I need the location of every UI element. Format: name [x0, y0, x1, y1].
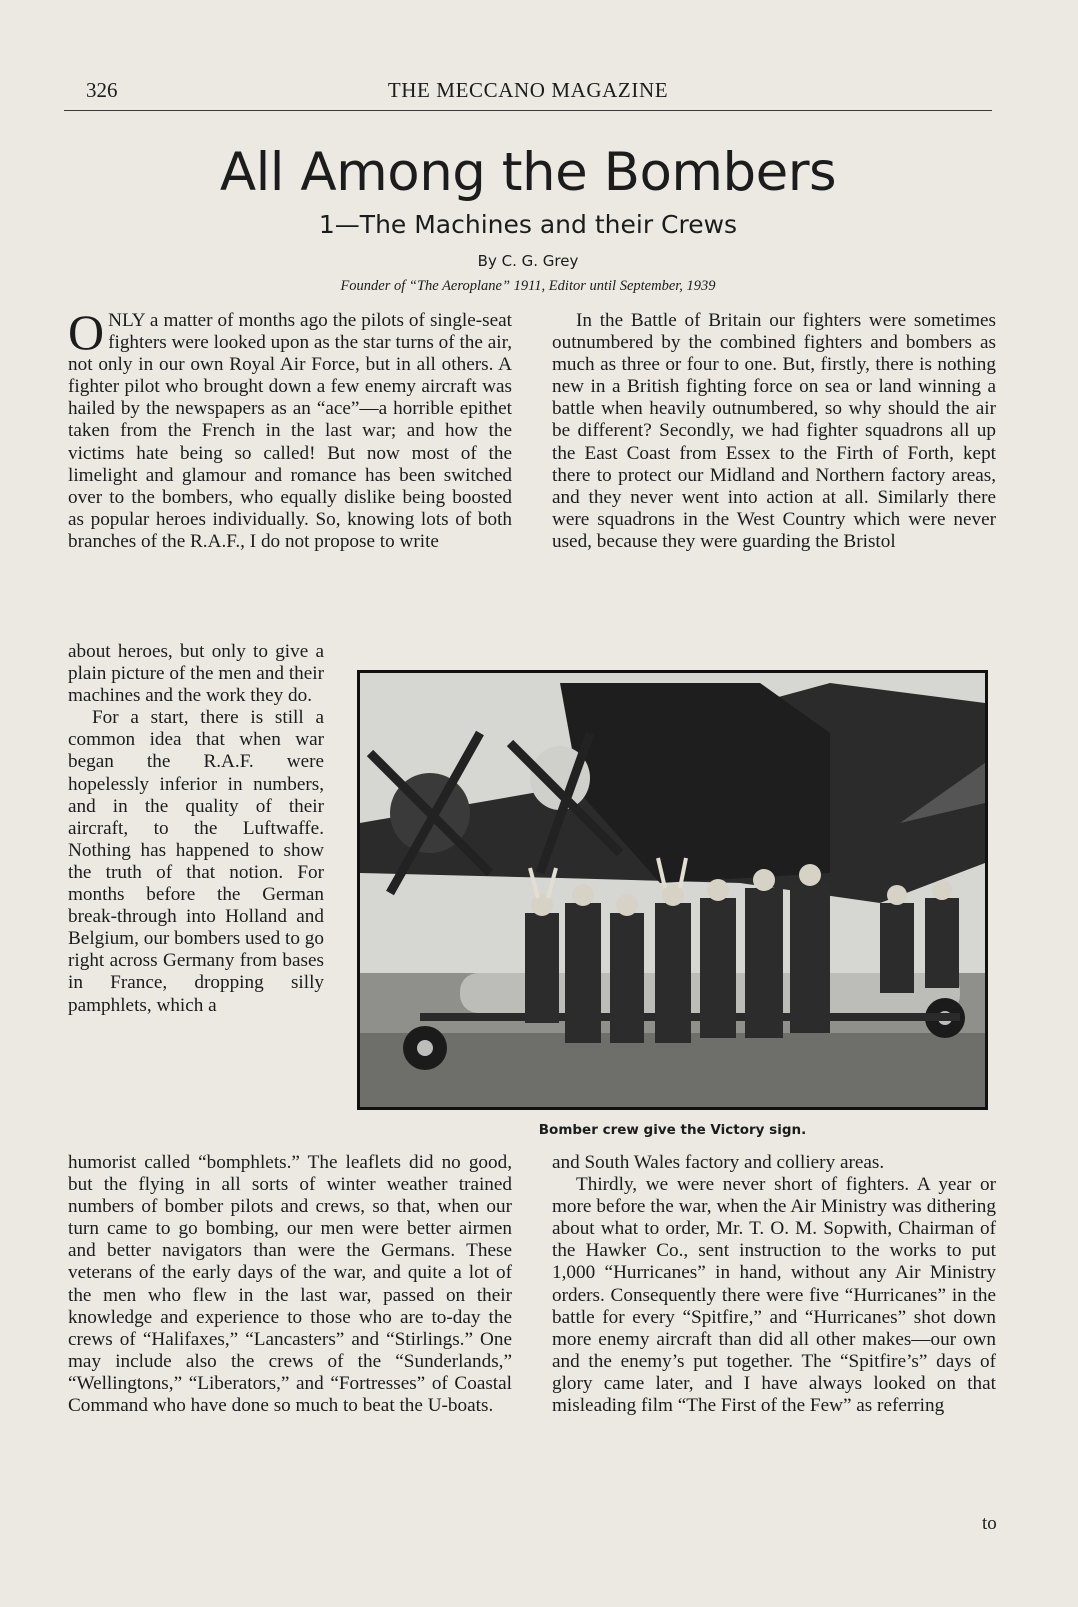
right-column-top: [552, 310, 996, 553]
article-title: All Among the Bombers: [219, 142, 837, 203]
left-column-bottom: [68, 1152, 512, 1417]
paragraph: In the Battle of Britain our fighters were sometimes outnumbered by the combined fighters and bombers as much as three or four to one. But, firstly, there is nothing new in a British fighting force on sea or land winning a battle when heavily outnumbered, so why should the air be different? Secondly, we had fighter squadrons all up the East Coast from Essex to the Firth of Forth, kept there to protect our Midland and Northern factory areas, and they never went into action at all. Similarly there were squadrons in the West Country which were never used, because they were guarding the Bristol: [552, 310, 996, 552]
trailing-word: to: [982, 1513, 997, 1534]
left-column-narrow: [68, 641, 324, 1017]
paragraph: Thirdly, we were never short of fighters. A year or more before the war, when the Air Ministry was dithering about what to order, Mr. T. O. M. Sopwith, Chairman of the Hawker Co., sent instruction to the works to put 1,000 “Hurricanes” in hand, without any Air Ministry orders. Consequently there were five “Hurricanes” in the battle for every “Spitfire,” and “Hurricanes” shot down more enemy aircraft than did all other makes—our own and the enemy’s put together. The “Spitfire’s” days of glory came later, and I have always looked on that misleading film “The First of the Few” as referring: [552, 1174, 996, 1417]
photo-illustration: [360, 673, 985, 1107]
page-header: [64, 76, 992, 111]
author-note: Founder of “The Aeroplane” 1911, Editor until September, 1939: [340, 278, 716, 294]
paragraph: humorist called “bomphlets.” The leaflets did no good, but the flying in all sorts of winter weather trained numbers of bomber pilots and crews, so that, when our turn came to go bombing, our men were better airmen and better navigators than were the Germans. These veterans of the early days of the war, and quite a lot of the men who flew in the last war, passed on their knowledge and experience to those who are to-day the crews of “Halifaxes,” “Lancasters” and “Stirlings.” One may include also the crews of the “Sunderlands,” “Wellingtons,” “Liberators,” and “Fortresses” of Coastal Command who have done so much to beat the U-boats.: [68, 1152, 512, 1417]
opening-text: NLY a matter of months ago the pilots of single-seat fighters were looked upon as the star turns of the air, not only in our own Royal Air Force, but in all others. A fighter pilot who brought down a few enemy aircraft was hailed by the newspapers as an “ace”—a horrible epithet taken from the French in the last war; and how the victims hate being so called! But now most of the limelight and glamour and romance has been switched over to the bombers, who equally dislike being boosted as popular heroes individually. So, knowing lots of both branches of the R.A.F., I do not propose to write: [68, 310, 512, 552]
paragraph: and South Wales factory and colliery areas.: [552, 1152, 885, 1173]
photo-caption: Bomber crew give the Victory sign.: [538, 1122, 807, 1138]
article-byline: By C. G. Grey: [477, 252, 579, 270]
opening-paragraph: [68, 304, 512, 553]
article-subtitle: 1—The Machines and their Crews: [318, 210, 738, 239]
drop-cap: O: [68, 304, 105, 360]
paragraph: about heroes, but only to give a plain picture of the men and their machines and the work they do.: [68, 641, 324, 707]
page-number: 326: [86, 78, 118, 102]
paragraph: For a start, there is still a common idea that when war began the R.A.F. were hopelessly inferior in numbers, and in the quality of their aircraft, to the Luftwaffe. Nothing has happened to show the truth of that notion. For months before the German break-through into Holland and Belgium, our bombers used to go right across Germany from bases in France, dropping silly pamphlets, which a: [68, 707, 324, 1016]
left-column-top: [68, 304, 512, 553]
right-column-bottom: [552, 1152, 996, 1417]
bomber-crew-photo: [357, 670, 988, 1110]
magazine-title: THE MECCANO MAGAZINE: [387, 78, 669, 102]
